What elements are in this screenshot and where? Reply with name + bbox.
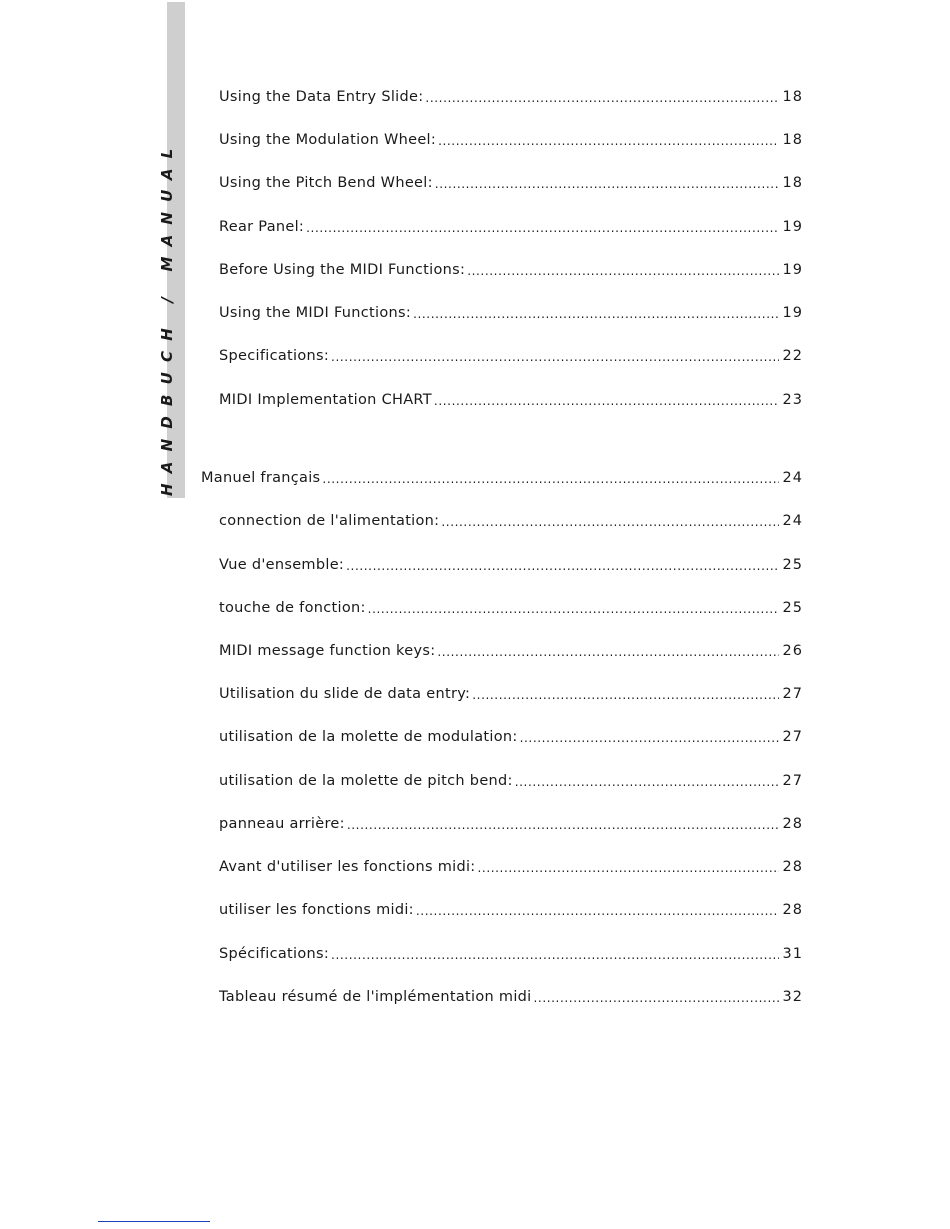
toc-page-number: 22 (782, 348, 803, 364)
toc-page-number: 18 (782, 89, 803, 105)
toc-entry[interactable] (219, 258, 803, 280)
toc-page-number: 19 (782, 219, 803, 235)
toc-entry-label: MIDI Implementation CHART (219, 392, 432, 408)
toc-dot-leader (515, 773, 779, 791)
toc-entry-label: Using the Modulation Wheel: (219, 132, 437, 148)
toc-dot-leader (533, 989, 778, 1007)
side-tab-label: HANDBUCH / MANUAL (158, 138, 176, 496)
toc-entry-label: Using the Pitch Bend Wheel: (219, 175, 433, 191)
toc-dot-leader (435, 175, 779, 193)
toc-entry-label: Rear Panel: (219, 219, 305, 235)
toc-page-number: 19 (782, 262, 803, 278)
footnote-divider (98, 1221, 210, 1222)
toc-entry-label: Before Using the MIDI Functions: (219, 262, 466, 278)
toc-entry-label: touche de fonction: (219, 600, 366, 616)
toc-dot-leader (347, 816, 779, 834)
toc-entry-label: Tableau résumé de l'implémentation midi (219, 989, 532, 1005)
toc-entry-label: panneau arrière: (219, 816, 345, 832)
toc-dot-leader (437, 643, 778, 661)
toc-page-number: 25 (782, 557, 803, 573)
toc-dot-leader (438, 132, 778, 150)
toc-dot-leader (425, 89, 778, 107)
toc-entry[interactable] (219, 85, 803, 107)
toc-entry[interactable] (219, 596, 803, 618)
toc-entry[interactable] (219, 344, 803, 366)
toc-entry[interactable] (219, 388, 803, 410)
toc-entry[interactable] (219, 769, 803, 791)
toc-page-number: 19 (782, 305, 803, 321)
toc-dot-leader (520, 729, 779, 747)
toc-entry[interactable] (219, 985, 803, 1007)
toc-page-number: 26 (782, 643, 803, 659)
toc-entry-label: Using the MIDI Functions: (219, 305, 412, 321)
toc-entry-label: Specifications: (219, 348, 330, 364)
toc-dot-leader (434, 392, 779, 410)
toc-entry[interactable] (219, 301, 803, 323)
toc-entry[interactable] (219, 812, 803, 834)
toc-entry-label: utiliser les fonctions midi: (219, 902, 414, 918)
toc-page-number: 18 (782, 175, 803, 191)
toc-entry[interactable] (219, 128, 803, 150)
toc-page-number: 24 (782, 513, 803, 529)
toc-entry[interactable] (219, 682, 803, 704)
toc-entry[interactable] (219, 725, 803, 747)
toc-entry-label: connection de l'alimentation: (219, 513, 440, 529)
toc-page-number: 25 (782, 600, 803, 616)
toc-page-number: 18 (782, 132, 803, 148)
toc-page-number: 27 (782, 686, 803, 702)
toc-entry-label: Vue d'ensemble: (219, 557, 345, 573)
toc-page-number: 27 (782, 773, 803, 789)
toc-entry-label: utilisation de la molette de modulation: (219, 729, 518, 745)
toc-page-number: 28 (782, 859, 803, 875)
toc-dot-leader (306, 219, 778, 237)
toc-entry[interactable] (219, 855, 803, 877)
toc-entry[interactable] (219, 553, 803, 575)
toc-page-number: 28 (782, 816, 803, 832)
toc-dot-leader (472, 686, 778, 704)
toc-entry-label: Using the Data Entry Slide: (219, 89, 424, 105)
toc-section-heading[interactable] (201, 466, 803, 488)
toc-page-number: 31 (782, 946, 803, 962)
toc-dot-leader (331, 946, 779, 964)
toc-dot-leader (416, 902, 779, 920)
toc-page-number: 28 (782, 902, 803, 918)
toc-entry[interactable] (219, 898, 803, 920)
toc-dot-leader (346, 557, 778, 575)
toc-page-number: 24 (782, 470, 803, 486)
toc-entry-label: MIDI message function keys: (219, 643, 436, 659)
toc-entry[interactable] (219, 215, 803, 237)
toc-entry[interactable] (219, 639, 803, 661)
toc-page-number: 23 (782, 392, 803, 408)
toc-entry-label: Spécifications: (219, 946, 330, 962)
toc-section-label: Manuel français (201, 470, 321, 486)
toc-entry-label: Utilisation du slide de data entry: (219, 686, 471, 702)
toc-dot-leader (368, 600, 779, 618)
toc-entry-label: Avant d'utiliser les fonctions midi: (219, 859, 476, 875)
toc-entry[interactable] (219, 942, 803, 964)
toc-dot-leader (477, 859, 778, 877)
toc-dot-leader (331, 348, 779, 366)
toc-dot-leader (467, 262, 778, 280)
toc-entry-label: utilisation de la molette de pitch bend: (219, 773, 513, 789)
toc-page-number: 32 (782, 989, 803, 1005)
toc-dot-leader (441, 513, 778, 531)
toc-entry[interactable] (219, 509, 803, 531)
toc-dot-leader (413, 305, 778, 323)
toc-dot-leader (322, 470, 778, 488)
toc-page-number: 27 (782, 729, 803, 745)
toc-entry[interactable] (219, 171, 803, 193)
